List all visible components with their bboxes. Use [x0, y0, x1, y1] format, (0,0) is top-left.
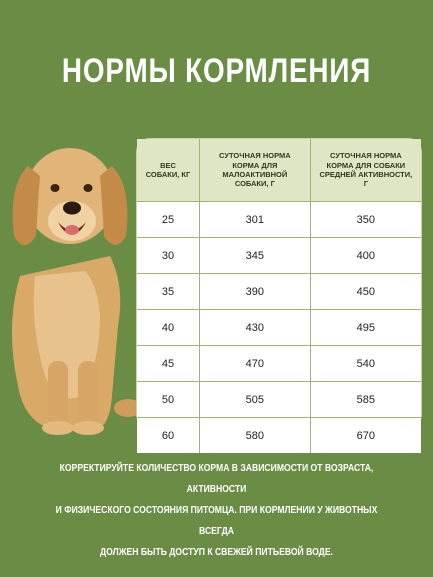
cell-medium-activity: 400 [310, 238, 421, 274]
cell-medium-activity: 495 [310, 310, 421, 346]
cell-low-activity: 301 [199, 202, 310, 238]
cell-medium-activity: 450 [310, 274, 421, 310]
cell-medium-activity: 670 [310, 418, 421, 454]
cell-weight: 50 [137, 382, 199, 418]
table-row [137, 382, 421, 418]
cell-low-activity: 505 [199, 382, 310, 418]
column-header-low-activity: СУТОЧНАЯ НОРМА КОРМА ДЛЯ МАЛОАКТИВНОЙ СОБАКИ, Г [199, 139, 310, 202]
feeding-table [136, 138, 422, 442]
cell-medium-activity: 350 [310, 202, 421, 238]
cell-low-activity: 470 [199, 346, 310, 382]
table-row [137, 238, 421, 274]
cell-low-activity: 345 [199, 238, 310, 274]
table-row [137, 346, 421, 382]
golden-retriever-image [0, 126, 150, 438]
table-row [137, 310, 421, 346]
cell-weight: 35 [137, 274, 199, 310]
table-header-row [137, 139, 421, 202]
cell-low-activity: 430 [199, 310, 310, 346]
cell-weight: 45 [137, 346, 199, 382]
table-row [137, 202, 421, 238]
page-title: НОРМЫ КОРМЛЕНИЯ [61, 52, 372, 90]
cell-weight: 60 [137, 418, 199, 454]
cell-medium-activity: 540 [310, 346, 421, 382]
column-header-weight: ВЕС СОБАКИ, КГ [137, 139, 199, 202]
column-header-medium-activity: СУТОЧНАЯ НОРМА КОРМА ДЛЯ СОБАКИ СРЕДНЕЙ АКТИВНОСТИ, Г [310, 139, 421, 202]
note-line: ДОЛЖЕН БЫТЬ ДОСТУП К СВЕЖЕЙ ПИТЬЕВОЙ ВОДЕ. [100, 546, 333, 558]
cell-low-activity: 390 [199, 274, 310, 310]
cell-low-activity: 580 [199, 418, 310, 454]
cell-weight: 25 [137, 202, 199, 238]
cell-weight: 40 [137, 310, 199, 346]
cell-weight: 30 [137, 238, 199, 274]
table-row [137, 274, 421, 310]
note-line: КОРРЕКТИРУЙТЕ КОЛИЧЕСТВО КОРМА В ЗАВИСИМОСТИ ОТ ВОЗРАСТА, АКТИВНОСТИ [59, 462, 374, 495]
note-line: И ФИЗИЧЕСКОГО СОСТОЯНИЯ ПИТОМЦА. ПРИ КОРМЛЕНИИ У ЖИВОТНЫХ ВСЕГДА [55, 504, 378, 537]
table-row [137, 418, 421, 454]
cell-medium-activity: 585 [310, 382, 421, 418]
feeding-note [0, 458, 433, 563]
